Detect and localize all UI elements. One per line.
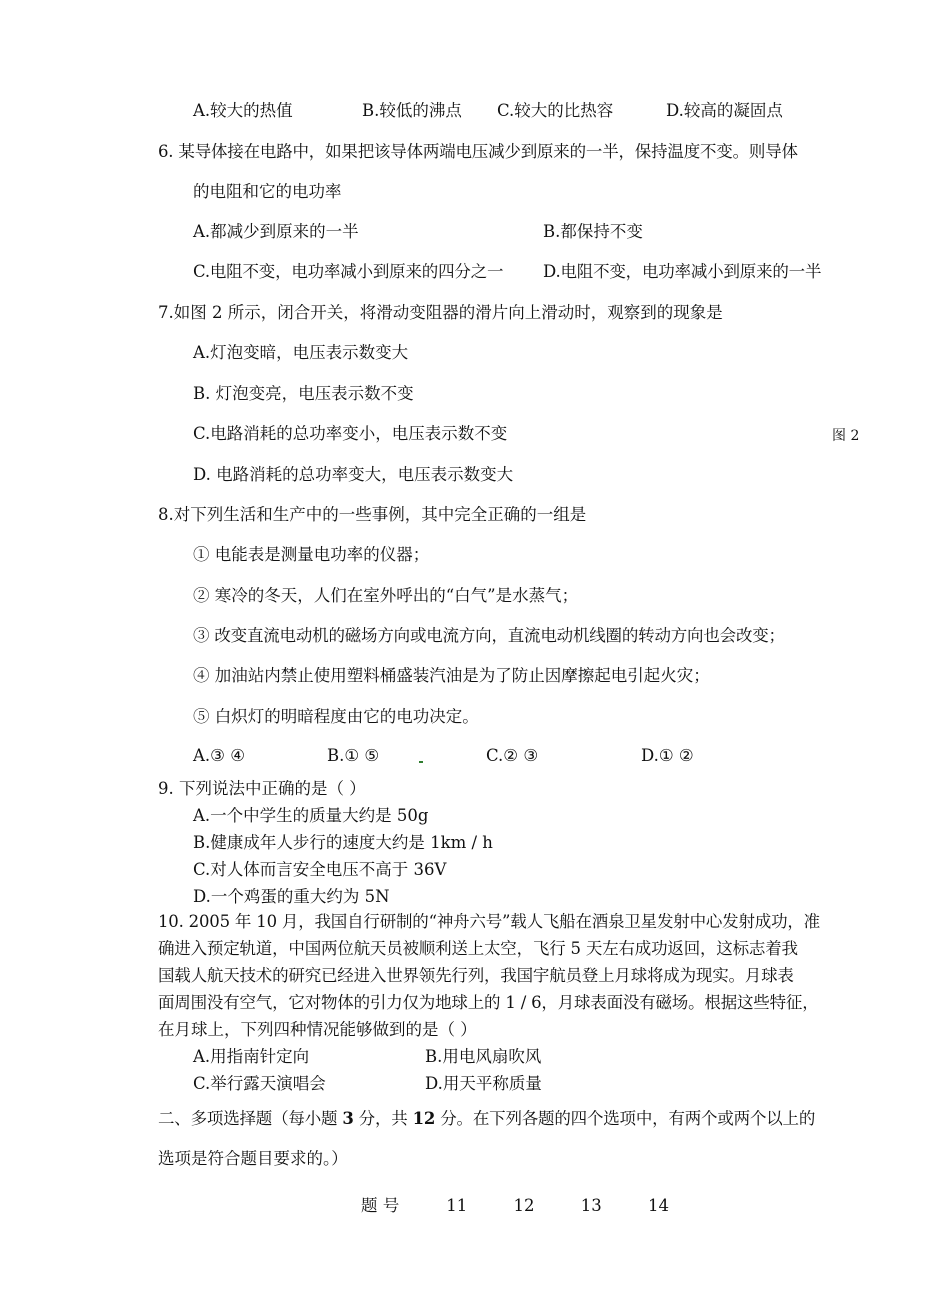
- q8-item: ⑤ 白炽灯的明暗程度由它的电功决定。: [193, 707, 479, 726]
- answer-table-number: 11: [446, 1196, 468, 1215]
- section-2-text: 二、多项选择题（每小题: [158, 1109, 343, 1128]
- q5-option-c: C.较大的比热容: [497, 101, 614, 120]
- q10-line: 确进入预定轨道，中国两位航天员被顺利送上太空，飞行 5 天左右成功返回，这标志着我: [158, 939, 798, 958]
- q6-option-b: B.都保持不变: [543, 222, 643, 241]
- q8-option-a: A.③ ④: [193, 746, 245, 765]
- q7-option-a: A.灯泡变暗，电压表示数变大: [193, 343, 409, 362]
- q10-line: 国载人航天技术的研究已经进入世界领先行列，我国宇航员登上月球将成为现实。月球表: [158, 966, 794, 985]
- answer-table-number: 14: [648, 1196, 669, 1215]
- q5-option-d: D.较高的凝固点: [666, 101, 783, 120]
- section-2-text: 分，共: [353, 1109, 413, 1128]
- q7-option-d: D. 电路消耗的总功率变大，电压表示数变大: [193, 465, 514, 484]
- q8-option-b: B.① ⑤: [327, 746, 380, 765]
- q6-stem-line2: 的电阻和它的电功率: [193, 182, 342, 201]
- q7-option-b: B. 灯泡变亮，电压表示数不变: [193, 384, 414, 403]
- q6-option-a: A.都减少到原来的一半: [193, 222, 359, 241]
- q8-stem: 8.对下列生活和生产中的一些事例，其中完全正确的一组是: [158, 505, 587, 524]
- q8-item: ④ 加油站内禁止使用塑料桶盛装汽油是为了防止因摩擦起电引起火灾；: [193, 666, 710, 685]
- section-2-points-total: 12: [412, 1109, 436, 1128]
- q10-line: 在月球上，下列四种情况能够做到的是（ ）: [158, 1020, 477, 1039]
- q8-item: ② 寒冷的冬天，人们在室外呼出的“白气”是水蒸气；: [193, 586, 579, 605]
- q8-item: ③ 改变直流电动机的磁场方向或电流方向，直流电动机线圈的转动方向也会改变；: [193, 626, 785, 645]
- q8-item: ① 电能表是测量电功率的仪器；: [193, 545, 430, 564]
- answer-table-header-row: [361, 1192, 678, 1216]
- q5-option-a: A.较大的热值: [193, 101, 293, 120]
- q10-option-a: A.用指南针定向: [193, 1047, 310, 1066]
- q9-option-d: D.一个鸡蛋的重大约为 5N: [193, 887, 390, 906]
- q6-stem-line1: 6. 某导体接在电路中，如果把该导体两端电压减少到原来的一半，保持温度不变。则导体: [158, 142, 798, 161]
- q6-option-c: C.电阻不变，电功率减小到原来的四分之一: [193, 262, 504, 281]
- q10-option-b: B.用电风扇吹风: [425, 1047, 542, 1066]
- figure-2-label: 图 2: [832, 428, 860, 444]
- answer-table-header: 题 号: [361, 1196, 400, 1215]
- q9-option-b: B.健康成年人步行的速度大约是 1km / h: [193, 833, 493, 852]
- q9-option-a: A.一个中学生的质量大约是 50g: [193, 806, 429, 825]
- q7-option-c: C.电路消耗的总功率变小，电压表示数不变: [193, 424, 508, 443]
- section-2-heading: [158, 1111, 815, 1128]
- q8-option-d: D.① ②: [641, 746, 694, 765]
- section-2-heading-line2: 选项是符合题目要求的。）: [158, 1149, 348, 1168]
- answer-table-number: 13: [580, 1196, 602, 1215]
- q10-option-d: D.用天平称质量: [425, 1074, 542, 1093]
- answer-table-number: 12: [513, 1196, 535, 1215]
- q10-option-c: C.举行露天演唱会: [193, 1074, 326, 1093]
- q9-option-c: C.对人体而言安全电压不高于 36V: [193, 860, 447, 879]
- q8-option-c: C.② ③: [486, 746, 539, 765]
- section-2-text: 分。在下列各题的四个选项中，有两个或两个以上的: [435, 1109, 816, 1128]
- q10-line: 10. 2005 年 10 月，我国自行研制的“神舟六号”载人飞船在酒泉卫星发射中心发射成功，准: [158, 912, 820, 931]
- q9-stem: 9. 下列说法中正确的是（ ）: [158, 779, 366, 798]
- q5-option-b: B.较低的沸点: [362, 101, 462, 120]
- green-mark: [419, 761, 423, 763]
- q10-line: 面周围没有空气，它对物体的引力仅为地球上的 1 / 6，月球表面没有磁场。根据这些特征，: [158, 993, 819, 1012]
- q6-option-d: D.电阻不变，电功率减小到原来的一半: [543, 262, 822, 281]
- section-2-points-each: 3: [342, 1109, 354, 1128]
- q7-stem: 7.如图 2 所示，闭合开关，将滑动变阻器的滑片向上滑动时，观察到的现象是: [158, 303, 723, 322]
